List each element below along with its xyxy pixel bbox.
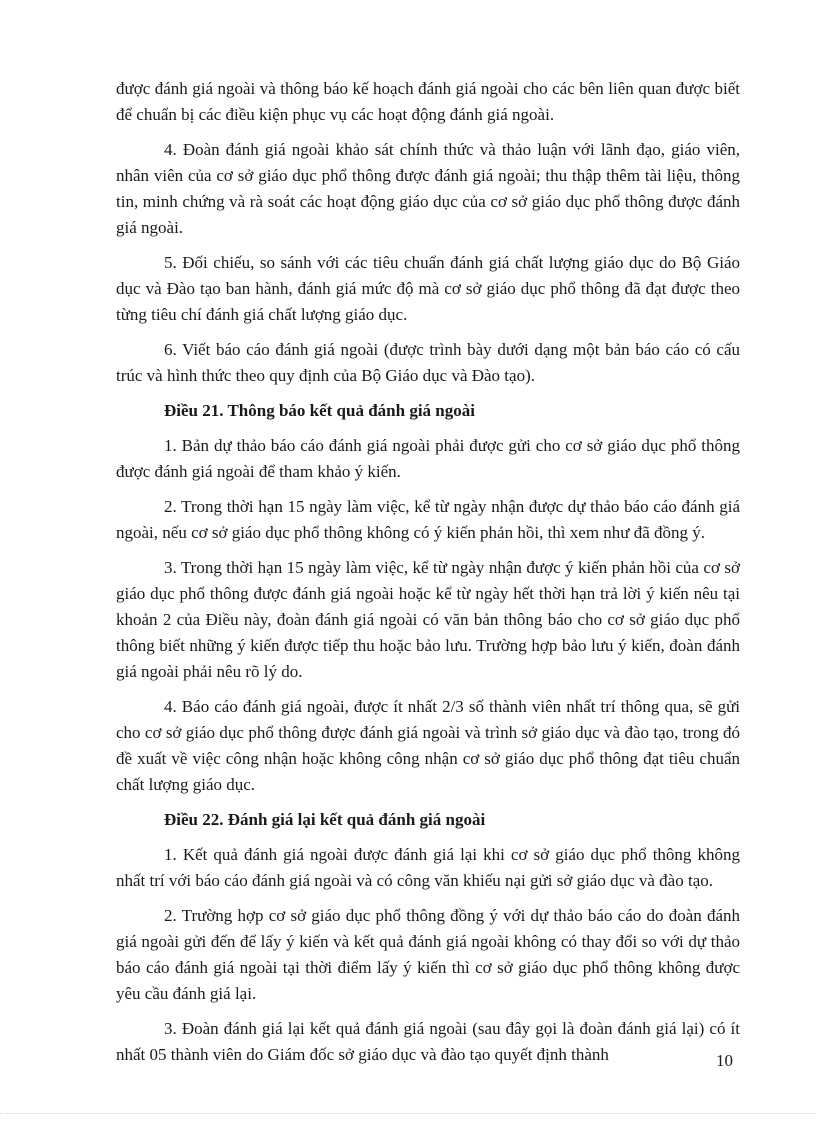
article-21-heading: Điều 21. Thông báo kết quả đánh giá ngoài (164, 401, 475, 420)
paragraph-clause-4: 4. Đoàn đánh giá ngoài khảo sát chính thức và thảo luận với lãnh đạo, giáo viên, nhân viên của cơ sở giáo dục phổ thông được đánh giá ngoài; thu thập thêm tài liệu, thông tin, minh chứng và rà soát các hoạt động giáo dục của cơ sở giáo dục phổ thông được đánh giá ngoài. (116, 140, 740, 237)
paragraph-clause-6: 6. Viết báo cáo đánh giá ngoài (được trình bày dưới dạng một bản báo cáo có cấu trúc và hình thức theo quy định của Bộ Giáo dục và Đào tạo). (116, 340, 740, 385)
article-21-clause-2: 2. Trong thời hạn 15 ngày làm việc, kể từ ngày nhận được dự thảo báo cáo đánh giá ngoài, nếu cơ sở giáo dục phổ thông không có ý kiến phản hồi, thì xem như đã đồng ý. (116, 497, 740, 542)
paragraph-continued: được đánh giá ngoài và thông báo kế hoạch đánh giá ngoài cho các bên liên quan được biết để chuẩn bị các điều kiện phục vụ các hoạt động đánh giá ngoài. (116, 79, 740, 124)
article-21-clause-4: 4. Báo cáo đánh giá ngoài, được ít nhất 2/3 số thành viên nhất trí thông qua, sẽ gửi cho cơ sở giáo dục phổ thông được đánh giá ngoài và trình sở giáo dục và đào tạo, trong đó đề xuất về việc công nhận hoặc không công nhận cơ sở giáo dục phổ thông đạt tiêu chuẩn chất lượng giáo dục. (116, 697, 740, 794)
document-page (116, 76, 740, 1077)
article-21-clause-3: 3. Trong thời hạn 15 ngày làm việc, kể từ ngày nhận được ý kiến phản hồi của cơ sở giáo dục phổ thông được đánh giá ngoài hoặc kể từ ngày hết thời hạn trả lời ý kiến nêu tại khoản 2 của Điều này, đoàn đánh giá ngoài có văn bản thông báo cho cơ sở giáo dục phổ thông biết những ý kiến được tiếp thu hoặc bảo lưu. Trường hợp bảo lưu ý kiến, đoàn đánh giá ngoài phải nêu rõ lý do. (116, 558, 740, 681)
paragraph-clause-5: 5. Đối chiếu, so sánh với các tiêu chuẩn đánh giá chất lượng giáo dục do Bộ Giáo dục và Đào tạo ban hành, đánh giá mức độ mà cơ sở giáo dục phổ thông đã đạt được theo từng tiêu chí đánh giá chất lượng giáo dục. (116, 253, 740, 324)
article-22-clause-3: 3. Đoàn đánh giá lại kết quả đánh giá ngoài (sau đây gọi là đoàn đánh giá lại) có ít nhất 05 thành viên do Giám đốc sở giáo dục và đào tạo quyết định thành (116, 1019, 740, 1064)
article-21-clause-1: 1. Bản dự thảo báo cáo đánh giá ngoài phải được gửi cho cơ sở giáo dục phổ thông được đánh giá ngoài để tham khảo ý kiến. (116, 436, 740, 481)
article-22-heading: Điều 22. Đánh giá lại kết quả đánh giá ngoài (164, 810, 486, 829)
article-22-clause-1: 1. Kết quả đánh giá ngoài được đánh giá lại khi cơ sở giáo dục phổ thông không nhất trí với báo cáo đánh giá ngoài và có công văn khiếu nại gửi sở giáo dục và đào tạo. (116, 845, 740, 890)
page-number: 10 (716, 1051, 733, 1070)
article-22-clause-2: 2. Trường hợp cơ sở giáo dục phổ thông đồng ý với dự thảo báo cáo do đoàn đánh giá ngoài gửi đến để lấy ý kiến và kết quả đánh giá ngoài không có thay đổi so với dự thảo báo cáo đánh giá ngoài tại thời điểm lấy ý kiến thì cơ sở giáo dục phổ thông không được yêu cầu đánh giá lại. (116, 906, 740, 1003)
page-bottom-divider (0, 1113, 816, 1114)
